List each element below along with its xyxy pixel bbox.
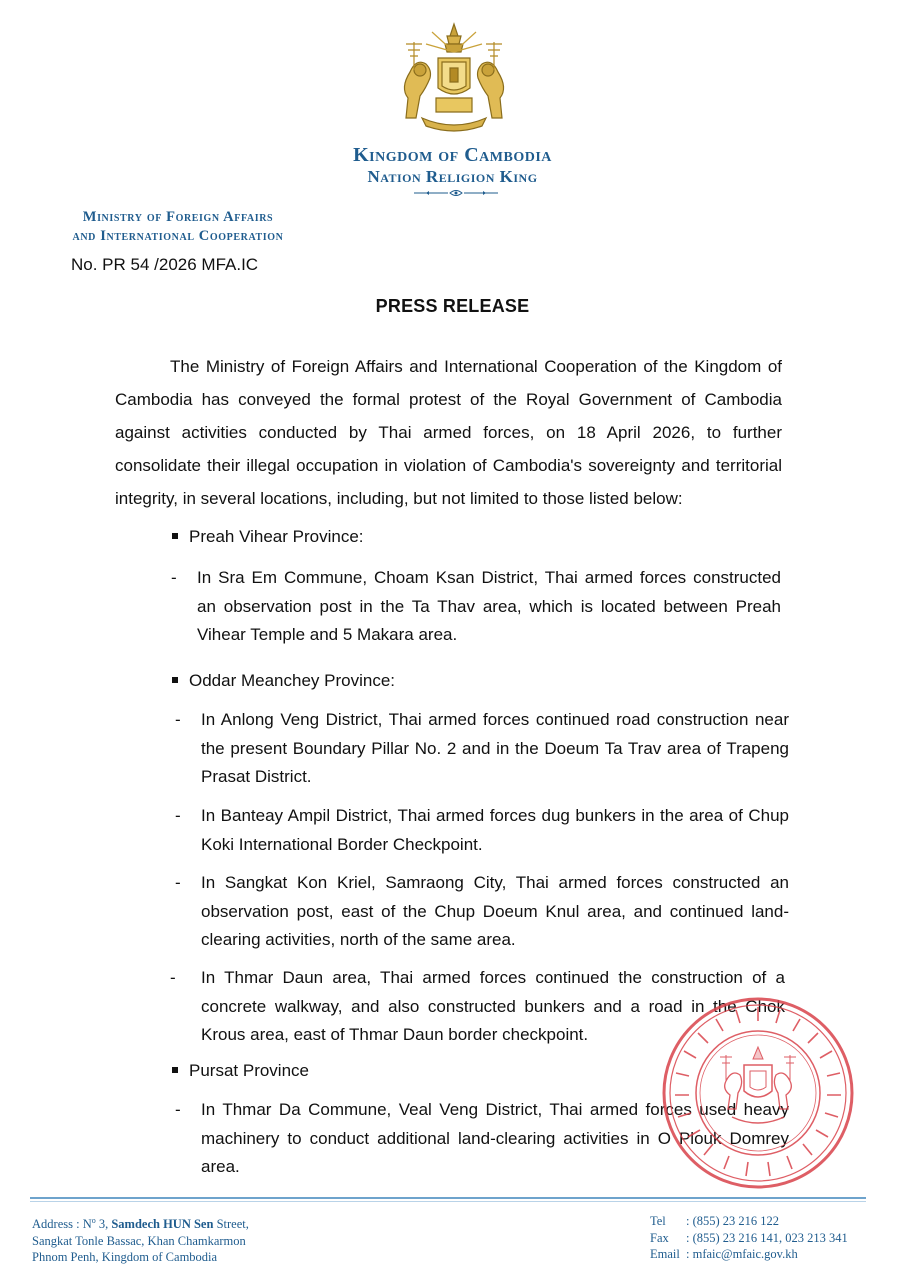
- section-heading-oddar-meanchey: [172, 671, 395, 691]
- section-suffix: :: [390, 671, 396, 690]
- dash-marker: -: [170, 968, 176, 987]
- contact-email: [650, 1246, 848, 1263]
- footer-contact: [650, 1213, 848, 1263]
- tel-label: Tel: [650, 1214, 666, 1228]
- section-name: Oddar Meanchey Province: [189, 671, 391, 690]
- list-item: [0, 706, 905, 796]
- national-motto: Nation Religion King: [367, 167, 538, 186]
- kingdom-heading: [0, 144, 905, 188]
- ministry-name-line1: Ministry of Foreign Affairs: [82, 209, 274, 225]
- ministry-name: [28, 208, 328, 246]
- section-name: Preah Vihear Province: [189, 527, 359, 546]
- email-label: Email: [650, 1247, 680, 1261]
- section-heading-preah-vihear: [172, 527, 364, 547]
- list-item: [0, 564, 905, 654]
- ministry-seal-stamp-icon: [660, 995, 856, 1191]
- kingdom-title: Kingdom of Cambodia: [353, 144, 552, 166]
- address-line2: Sangkat Tonle Bassac, Khan Chamkarmon: [32, 1233, 246, 1248]
- dash-marker: -: [175, 873, 181, 892]
- address-line1: [32, 1213, 249, 1233]
- dash-marker: -: [175, 710, 181, 729]
- address-number-sup: o: [91, 1216, 96, 1225]
- list-item: [0, 802, 905, 862]
- list-item-text: In Thmar Daun area, Thai armed forces continued the construction of a concrete walkway, and also constructed bunkers and a road in the Chok Krous area, east of Thmar Daun border checkpoint.: [201, 968, 785, 1044]
- list-item-text: In Banteay Ampil District, Thai armed forces dug bunkers in the area of Chup Koki International Border Checkpoint.: [201, 806, 789, 854]
- royal-arms-emblem-icon: [392, 22, 516, 134]
- list-item-text: In Anlong Veng District, Thai armed forces continued road construction near the present Boundary Pillar No. 2 and in the Doeum Ta Trav area of Trapeng Prasat District.: [201, 710, 789, 786]
- address-line3: Phnom Penh, Kingdom of Cambodia: [32, 1250, 218, 1265]
- email-value[interactable]: : mfaic@mfaic.gov.kh: [686, 1247, 798, 1261]
- footer-divider-thin: [30, 1201, 866, 1202]
- bullet-square-icon: [172, 677, 178, 683]
- ministry-name-line2: and International Cooperation: [72, 228, 284, 244]
- tel-value: : (855) 23 216 122: [686, 1214, 780, 1228]
- fax-value: : (855) 23 216 141, 023 213 341: [686, 1230, 848, 1245]
- section-name: Pursat Province: [189, 1061, 309, 1080]
- document-title: PRESS RELEASE: [375, 296, 530, 316]
- list-item-text: In Sra Em Commune, Choam Ksan District, Thai armed forces constructed an observation post in the Ta Thav area, which is located between Preah Vihear Temple and 5 Makara area.: [197, 568, 781, 644]
- address-number: 3,: [95, 1217, 112, 1232]
- bullet-square-icon: [172, 1067, 178, 1073]
- section-suffix: :: [358, 527, 364, 546]
- address-street-name: Samdech HUN Sen: [111, 1217, 214, 1232]
- list-item-text: In Thmar Da Commune, Veal Veng District, Thai armed forces used heavy machinery to conduct additional land-clearing activities in O Plouk Domrey area.: [201, 1100, 789, 1176]
- contact-fax: [650, 1230, 848, 1247]
- dash-marker: -: [175, 1100, 181, 1119]
- fax-label: Fax: [650, 1230, 669, 1245]
- dash-marker: -: [171, 568, 177, 587]
- reference-number: No. PR 54 /2026 MFA.IC: [71, 255, 259, 274]
- section-heading-pursat: [172, 1061, 309, 1081]
- address-street-suffix: Street,: [213, 1217, 249, 1232]
- intro-paragraph: The Ministry of Foreign Affairs and International Cooperation of the Kingdom of Cambodia has conveyed the formal protest of the Royal Government of Cambodia against activities conducted by Thai armed forces, on 18 April 2026, to further consolidate their illegal occupation in violation of Cambodia's sovereignty and territorial integrity, in several locations, including, but not limited to those listed below:: [115, 357, 782, 508]
- footer-address: [32, 1213, 249, 1266]
- dash-marker: -: [175, 806, 181, 825]
- list-item: [0, 869, 905, 959]
- ornament-divider-icon: [412, 188, 500, 198]
- contact-tel: [650, 1213, 848, 1230]
- footer-divider: [30, 1197, 866, 1199]
- bullet-square-icon: [172, 533, 178, 539]
- list-item-text: In Sangkat Kon Kriel, Samraong City, Thai armed forces constructed an observation post, east of the Chup Doeum Knul area, and continued land-clearing activities, north of the same area.: [201, 873, 789, 949]
- address-label: Address : N: [32, 1217, 92, 1232]
